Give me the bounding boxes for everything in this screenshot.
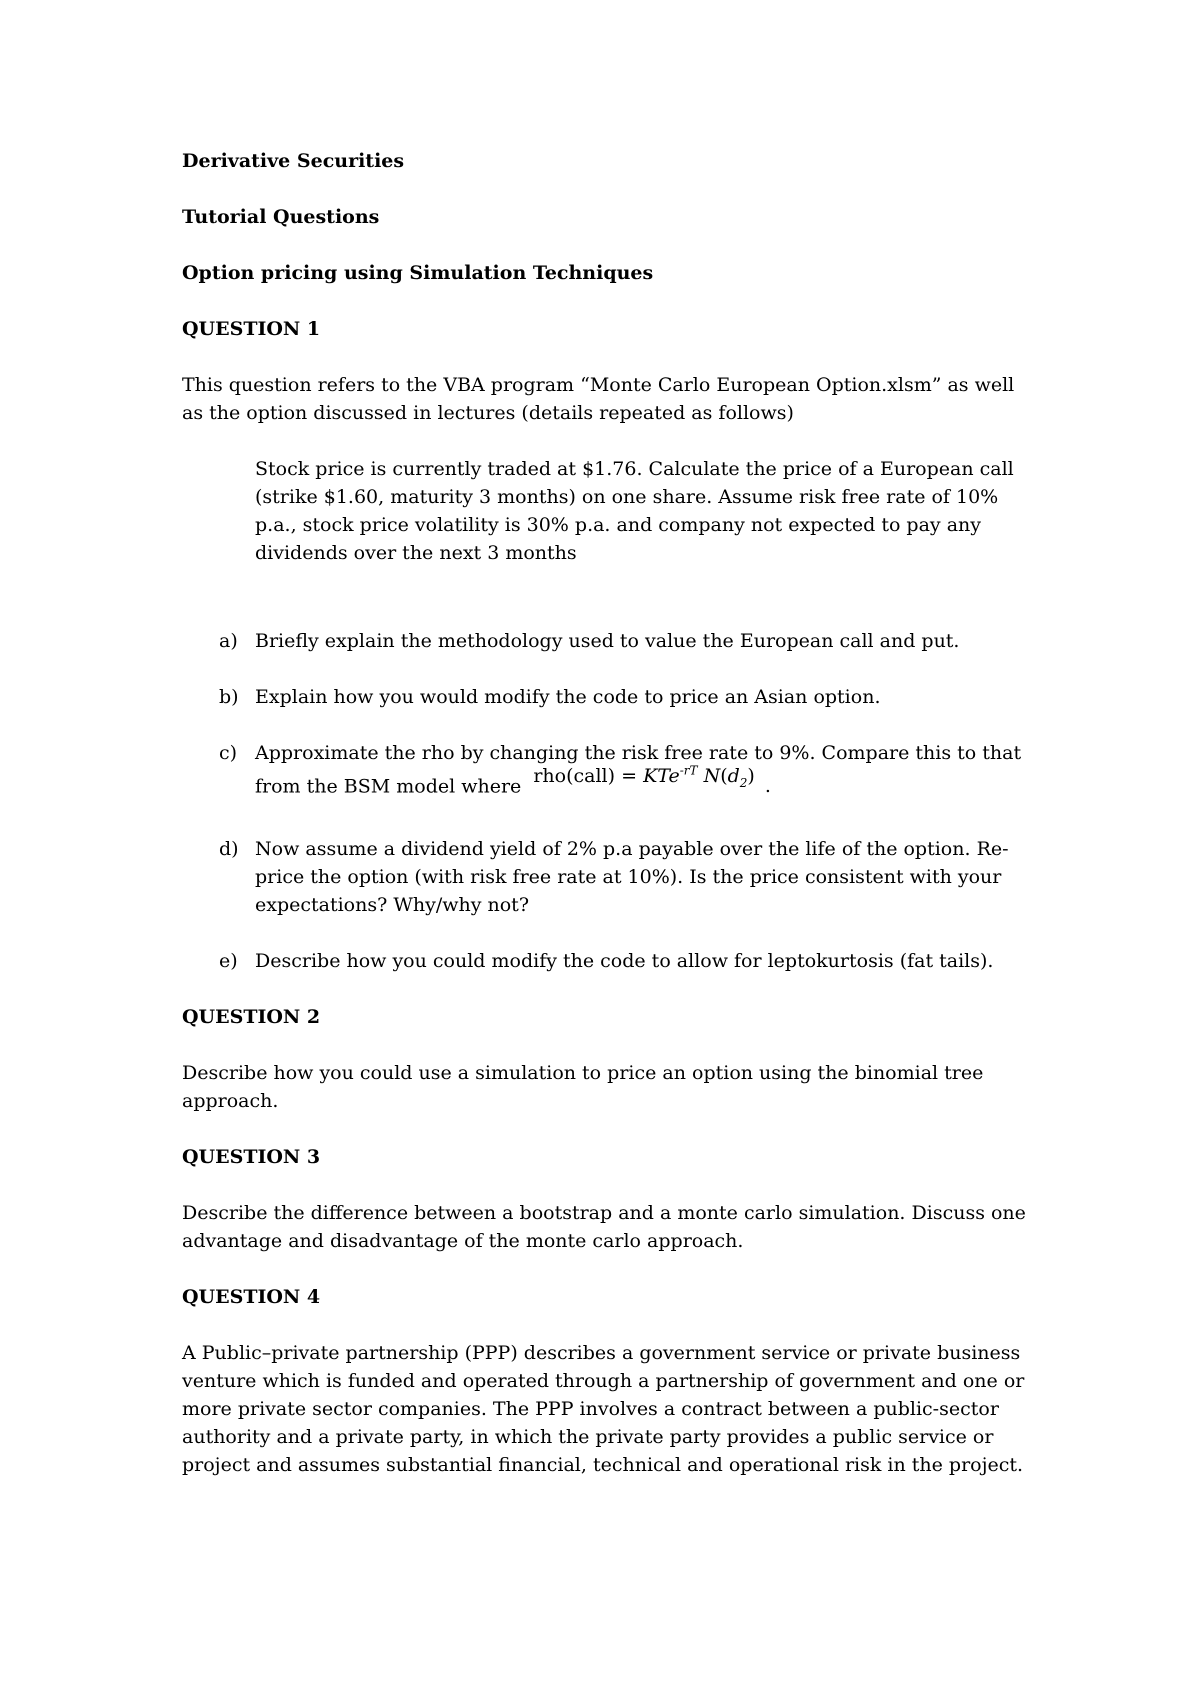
formula-period: . — [764, 775, 771, 798]
question-1-part-b — [182, 683, 1042, 711]
question-1-parts — [182, 627, 1042, 975]
formula-kte: KTe — [643, 765, 680, 788]
part-text: Briefly explain the methodology used to value the European call and put. — [255, 630, 960, 652]
part-letter: b) — [219, 686, 239, 708]
question-1-details: Stock price is currently traded at $1.76. Calculate the price of a European call (strike $1.60, maturity 3 months) on one share. Assume risk free rate of 10% p.a., stock price volatility is 30% p.a. and company not expected to pay any dividends over the next 3 months — [255, 458, 1014, 564]
formula-eq: = — [621, 765, 638, 788]
part-letter: c) — [219, 742, 238, 764]
formula-lhs: rho(call) — [533, 765, 616, 788]
document-topic: Option pricing using Simulation Techniques — [182, 262, 654, 284]
question-3-text: Describe the difference between a bootstrap and a monte carlo simulation. Discuss one advantage and disadvantage of the monte carlo approach. — [182, 1202, 1026, 1253]
document-content — [182, 147, 1042, 1507]
question-2-heading: QUESTION 2 — [182, 1006, 321, 1029]
part-letter: e) — [219, 950, 238, 973]
question-1-part-e — [182, 947, 1042, 975]
rho-formula: rho(call) = KTe$^{-rT}$ $N(d_2)$ — [533, 764, 761, 791]
question-4-text: A Public–private partnership (PPP) describes a government service or private business venture which is funded and operated through a partnership of government and one or more private sector companies. The PPP involves a contract between a public-sector authority and a private party, in which the private party provides a public service or project and assumes substantial financial, technical and operational risk in the project. — [182, 1342, 1025, 1477]
part-text: Approximate the rho by changing the risk free rate to 9%. Compare this to that from the BSM model where — [255, 742, 1022, 798]
question-1-part-d — [182, 835, 1042, 919]
document-subtitle: Tutorial Questions — [182, 206, 380, 228]
part-letter: a) — [219, 630, 238, 652]
question-2-text: Describe how you could use a simulation to price an option using the binomial tree approach. — [182, 1062, 984, 1113]
question-1-part-c — [182, 739, 1042, 807]
formula-d: d — [727, 765, 740, 788]
formula-n: N — [703, 765, 721, 788]
question-3-heading: QUESTION 3 — [182, 1146, 321, 1169]
part-text: Now assume a dividend yield of 2% p.a payable over the life of the option. Re-price the option (with risk free rate at 10%). Is the price consistent with your expectations? Why/why not? — [255, 838, 1009, 917]
question-4-heading: QUESTION 4 — [182, 1286, 321, 1309]
part-text: Explain how you would modify the code to price an Asian option. — [255, 686, 881, 708]
document-title: Derivative Securities — [182, 150, 405, 172]
question-1-heading: QUESTION 1 — [182, 318, 321, 340]
question-1-part-a — [182, 627, 1042, 655]
question-1-intro: This question refers to the VBA program “Monte Carlo European Option.xlsm” as well as the option discussed in lectures (details repeated as follows) — [182, 374, 1015, 424]
formula-d-subscript: 2 — [739, 776, 748, 791]
formula-exponent: -rT — [679, 764, 698, 778]
part-text: Describe how you could modify the code to allow for leptokurtosis (fat tails). — [255, 950, 994, 973]
part-letter: d) — [219, 838, 239, 861]
part-text-container — [255, 739, 1042, 807]
